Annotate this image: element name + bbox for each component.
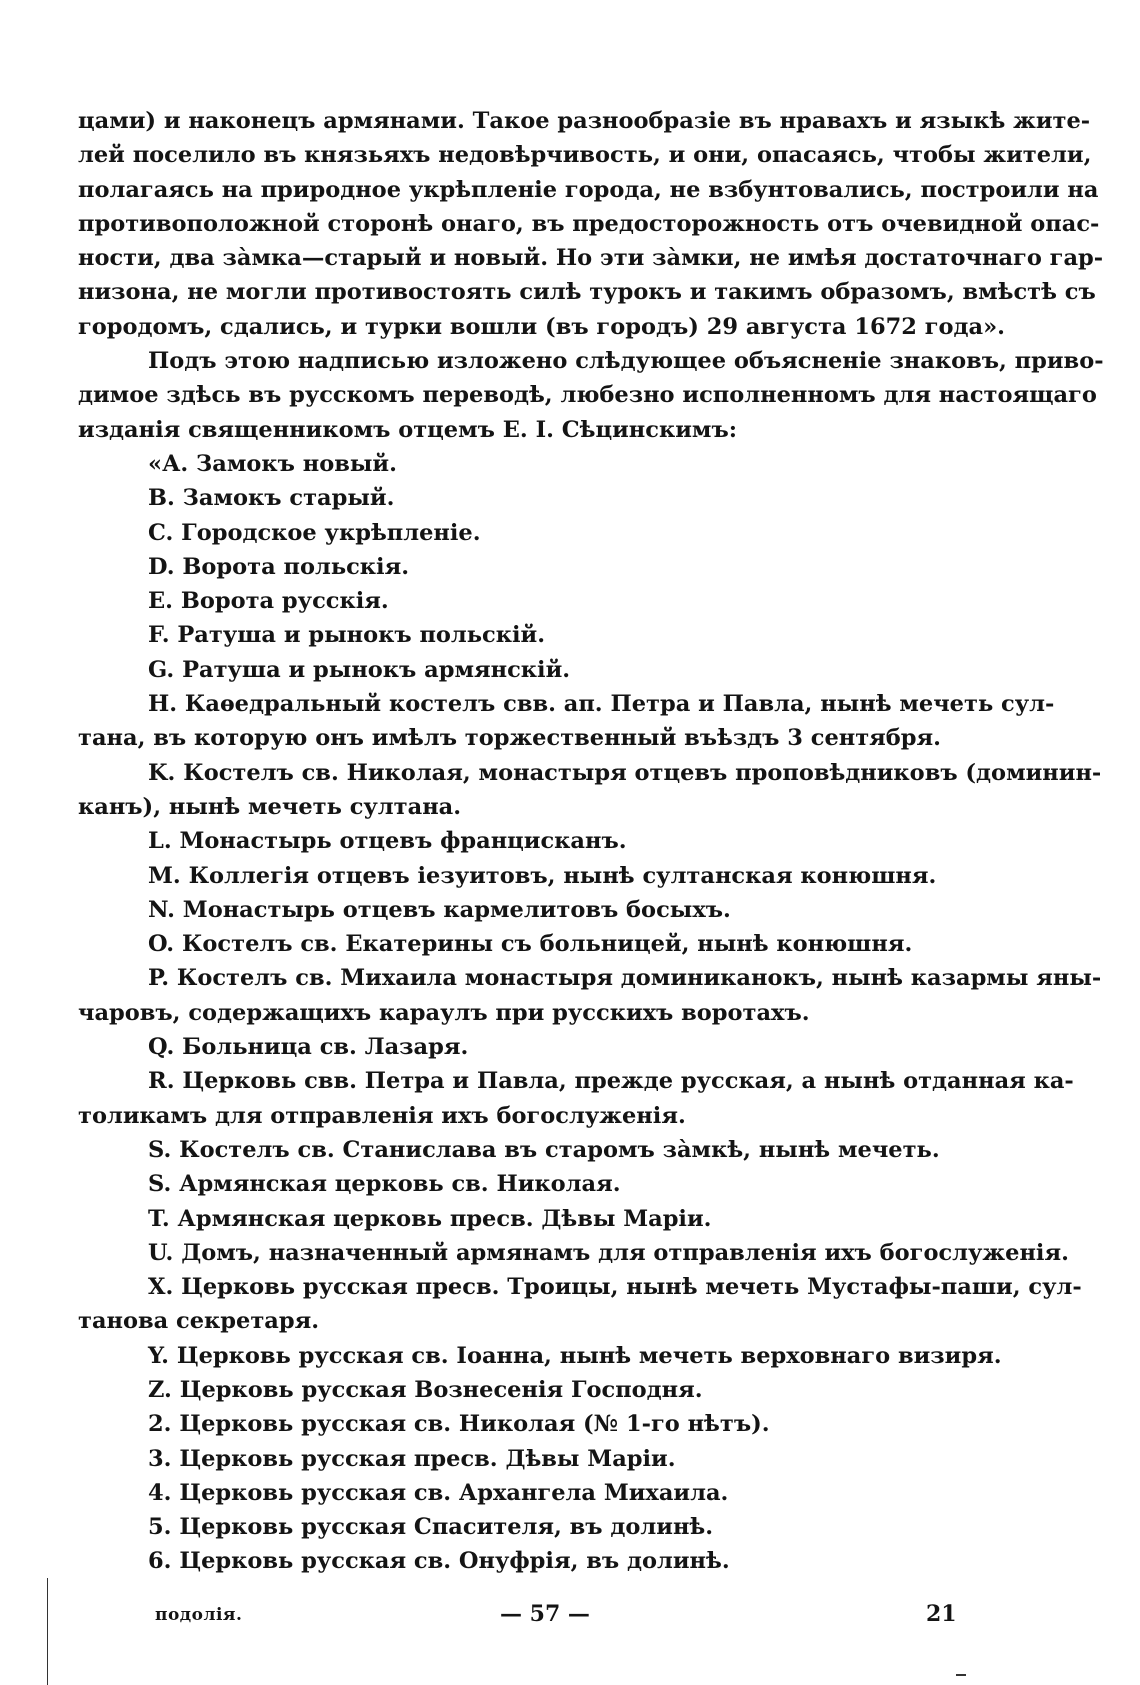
legend-item: 5. Церковь русская Спасителя, въ долинѣ. — [148, 1514, 714, 1541]
legend-item: G. Ратуша и рынокъ армянскій. — [148, 656, 571, 683]
text-line: противоположной сторонѣ онаго, въ предосторожность отъ очевидной опас- — [78, 210, 1100, 237]
legend-item: 2. Церковь русская св. Николая (№ 1-го нѣтъ). — [148, 1411, 770, 1438]
legend-item: E. Ворота русскія. — [148, 588, 389, 615]
legend-item: M. Коллегія отцевъ іезуитовъ, нынѣ султанская конюшня. — [148, 862, 937, 889]
text-line: лей поселило въ князьяхъ недовѣрчивость, и они, опасаясь, чтобы жители, — [78, 142, 1092, 169]
legend-item: O. Костелъ св. Екатерины съ больницей, нынѣ конюшня. — [148, 931, 913, 958]
sheet-number: 21 — [926, 1601, 957, 1627]
text-line: ности, два зàмка—старый и новый. Но эти зàмки, не имѣя достаточнаго гар- — [78, 245, 1104, 272]
legend-item: Y. Церковь русская св. Іоанна, нынѣ мечеть верховнаго визиря. — [148, 1342, 1002, 1369]
legend-item: 4. Церковь русская св. Архангела Михаила. — [148, 1479, 729, 1506]
text-line: полагаясь на природное укрѣпленіе города, не взбунтовались, построили на — [78, 176, 1099, 203]
legend-item: 3. Церковь русская пресв. Дѣвы Маріи. — [148, 1445, 676, 1472]
legend-item: В. Замокъ старый. — [148, 485, 395, 512]
legend-item-continuation: канъ), нынѣ мечеть султана. — [78, 793, 462, 820]
legend-item: K. Костелъ св. Николая, монастыря отцевъ проповѣдниковъ (доминин- — [148, 759, 1102, 786]
legend-item-continuation: толикамъ для отправленія ихъ богослуженія. — [78, 1102, 686, 1129]
footer-signature: подолія. — [155, 1605, 243, 1625]
legend-item: R. Церковь свв. Петра и Павла, прежде русская, а нынѣ отданная ка- — [148, 1068, 1074, 1095]
margin-mark — [956, 1674, 966, 1676]
legend-item-continuation: тана, въ которую онъ имѣлъ торжественный въѣздъ 3 сентября. — [78, 725, 941, 752]
legend-item: S. Армянская церковь св. Николая. — [148, 1171, 621, 1198]
body-text — [78, 104, 1104, 1579]
text-line: Подъ этою надписью изложено слѣдующее объясненіе знаковъ, приво- — [148, 348, 1104, 375]
legend-item: D. Ворота польскія. — [148, 553, 410, 580]
page-number: — 57 — — [500, 1601, 590, 1627]
legend-item: L. Монастырь отцевъ францисканъ. — [148, 828, 627, 855]
legend-item: T. Армянская церковь пресв. Дѣвы Маріи. — [148, 1205, 712, 1232]
legend-item: Q. Больница св. Лазаря. — [148, 1034, 469, 1061]
margin-rule — [47, 1578, 48, 1685]
text-line: низона, не могли противостоять силѣ турокъ и такимъ образомъ, вмѣстѣ съ — [78, 279, 1096, 306]
text-line: цами) и наконецъ армянами. Такое разнообразіе въ нравахъ и языкѣ жите- — [78, 108, 1091, 134]
legend-item: N. Монастырь отцевъ кармелитовъ босыхъ. — [148, 896, 731, 923]
legend-item-continuation: танова секретаря. — [78, 1308, 320, 1335]
legend-item: «А. Замокъ новый. — [148, 450, 397, 477]
text-line: городомъ, сдались, и турки вошли (въ городъ) 29 августа 1672 года». — [78, 313, 1006, 340]
legend-item: P. Костелъ св. Михаила монастыря доминиканокъ, нынѣ казармы яны- — [148, 965, 1102, 992]
text-line: димое здѣсь въ русскомъ переводѣ, любезно исполненномъ для настоящаго — [78, 382, 1097, 409]
legend-item: H. Каѳедральный костелъ свв. ап. Петра и Павла, нынѣ мечеть сул- — [148, 691, 1055, 718]
legend-item: F. Ратуша и рынокъ польскій. — [148, 622, 546, 649]
legend-item: S. Костелъ св. Станислава въ старомъ зàмкѣ, нынѣ мечеть. — [148, 1136, 940, 1163]
legend-item: X. Церковь русская пресв. Троицы, нынѣ мечеть Мустафы-паши, сул- — [148, 1274, 1082, 1301]
legend-item: Z. Церковь русская Вознесенія Господня. — [148, 1376, 703, 1403]
page-footer — [0, 1601, 1140, 1635]
legend-item: 6. Церковь русская св. Онуфрія, въ долинѣ. — [148, 1548, 730, 1575]
legend-item: U. Домъ, назначенный армянамъ для отправленія ихъ богослуженія. — [148, 1239, 1069, 1266]
legend-item: C. Городское укрѣпленіе. — [148, 519, 481, 546]
legend-item-continuation: чаровъ, содержащихъ караулъ при русскихъ воротахъ. — [78, 999, 810, 1026]
text-line: изданія священникомъ отцемъ Е. І. Сѣцинскимъ: — [78, 416, 738, 443]
